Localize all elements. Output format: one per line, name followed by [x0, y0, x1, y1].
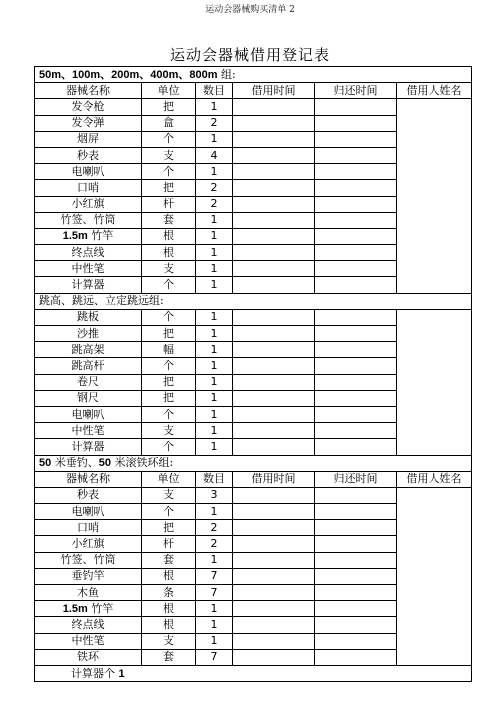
return-time-cell[interactable] — [315, 261, 397, 277]
equipment-name-text: 计算器 — [71, 439, 105, 453]
section-sprint-label — [35, 67, 472, 83]
equipment-unit: 把 — [142, 99, 196, 115]
equipment-name-text: 跳高架 — [71, 342, 105, 356]
equipment-name — [35, 99, 142, 115]
equipment-quantity: 2 — [196, 520, 233, 536]
column-header: 器械名称 — [35, 471, 142, 487]
equipment-name-text: 垂钓竿 — [71, 569, 105, 583]
equipment-quantity: 1 — [196, 552, 233, 568]
equipment-name-text: 跳高杆 — [71, 358, 105, 372]
equipment-name-text: 跳板 — [77, 310, 99, 324]
column-header: 数目 — [196, 83, 233, 99]
equipment-unit: 个 — [142, 406, 196, 422]
equipment-name — [35, 228, 142, 244]
equipment-name — [35, 649, 142, 665]
equipment-name — [35, 245, 142, 261]
equipment-name-text: 中性笔 — [71, 634, 105, 648]
return-time-cell[interactable] — [315, 374, 397, 390]
equipment-name-text: 烟屏 — [77, 132, 99, 146]
equipment-name-text: 沙推 — [77, 326, 99, 340]
equipment-quantity: 7 — [196, 568, 233, 584]
return-time-cell[interactable] — [315, 487, 397, 503]
equipment-unit: 套 — [142, 212, 196, 228]
equipment-name-text: 木鱼 — [77, 585, 99, 599]
equipment-quantity: 7 — [196, 649, 233, 665]
borrow-time-cell[interactable] — [233, 617, 315, 633]
equipment-name-text: 电喇叭 — [71, 164, 105, 178]
borrow-time-cell[interactable] — [233, 342, 315, 358]
section-label-part: 跳高、跳远、立定跳远组: — [39, 294, 164, 308]
equipment-quantity: 3 — [196, 487, 233, 503]
equipment-quantity: 1 — [196, 633, 233, 649]
equipment-name — [35, 358, 142, 374]
borrow-time-cell[interactable] — [233, 439, 315, 455]
equipment-quantity: 2 — [196, 196, 233, 212]
equipment-name — [35, 390, 142, 406]
table-row — [35, 487, 472, 503]
borrow-time-cell[interactable] — [233, 212, 315, 228]
equipment-name-number: 1.5m — [62, 602, 88, 615]
return-time-cell[interactable] — [315, 633, 397, 649]
equipment-quantity: 1 — [196, 164, 233, 180]
equipment-quantity: 1 — [196, 261, 233, 277]
return-time-cell[interactable] — [315, 390, 397, 406]
column-header: 器械名称 — [35, 83, 142, 99]
borrow-time-cell[interactable] — [233, 390, 315, 406]
equipment-name-text: 秒表 — [77, 148, 99, 162]
borrow-time-cell[interactable] — [233, 115, 315, 131]
equipment-name-text: 小红旗 — [71, 537, 105, 551]
borrow-time-cell[interactable] — [233, 358, 315, 374]
equipment-quantity: 1 — [196, 326, 233, 342]
equipment-name-text: 竹签、竹筒 — [60, 213, 116, 227]
equipment-quantity: 7 — [196, 585, 233, 601]
equipment-unit: 个 — [142, 309, 196, 325]
borrower-name-cell[interactable] — [397, 99, 472, 293]
equipment-name — [35, 147, 142, 163]
borrow-time-cell[interactable] — [233, 99, 315, 115]
equipment-name — [35, 585, 142, 601]
return-time-cell[interactable] — [315, 196, 397, 212]
equipment-unit: 支 — [142, 147, 196, 163]
borrow-time-cell[interactable] — [233, 147, 315, 163]
borrower-name-cell[interactable] — [397, 487, 472, 665]
borrow-time-cell[interactable] — [233, 649, 315, 665]
return-time-cell[interactable] — [315, 180, 397, 196]
borrow-time-cell[interactable] — [233, 164, 315, 180]
column-header: 借用时间 — [233, 83, 315, 99]
equipment-unit: 个 — [142, 131, 196, 147]
return-time-cell[interactable] — [315, 406, 397, 422]
equipment-name — [35, 439, 142, 455]
equipment-quantity: 1 — [196, 228, 233, 244]
footer-item-number: 1 — [118, 667, 125, 680]
equipment-name — [35, 164, 142, 180]
footer-item — [35, 665, 472, 681]
equipment-name-text: 卷尺 — [77, 375, 99, 389]
equipment-quantity: 1 — [196, 309, 233, 325]
equipment-name — [35, 423, 142, 439]
section-sprint — [35, 67, 472, 83]
section-fishing-label — [35, 455, 472, 471]
return-time-cell[interactable] — [315, 342, 397, 358]
borrow-time-cell[interactable] — [233, 309, 315, 325]
return-time-cell[interactable] — [315, 212, 397, 228]
equipment-name — [35, 196, 142, 212]
borrow-time-cell[interactable] — [233, 406, 315, 422]
return-time-cell[interactable] — [315, 617, 397, 633]
borrow-time-cell[interactable] — [233, 552, 315, 568]
equipment-name — [35, 261, 142, 277]
return-time-cell[interactable] — [315, 568, 397, 584]
return-time-cell[interactable] — [315, 601, 397, 617]
borrow-time-cell[interactable] — [233, 601, 315, 617]
equipment-quantity: 1 — [196, 131, 233, 147]
equipment-name-number: 1.5m — [62, 230, 88, 243]
borrow-time-cell[interactable] — [233, 568, 315, 584]
return-time-cell[interactable] — [315, 326, 397, 342]
section-label-part: 50 — [39, 457, 52, 470]
equipment-unit: 支 — [142, 423, 196, 439]
equipment-name — [35, 504, 142, 520]
return-time-cell[interactable] — [315, 439, 397, 455]
equipment-name — [35, 180, 142, 196]
borrow-time-cell[interactable] — [233, 633, 315, 649]
borrow-time-cell[interactable] — [233, 245, 315, 261]
return-time-cell[interactable] — [315, 504, 397, 520]
section-label-part: 米滚铁环组: — [111, 456, 174, 470]
section-label-part: 组: — [217, 67, 236, 81]
column-header: 归还时间 — [315, 471, 397, 487]
equipment-unit: 根 — [142, 601, 196, 617]
column-header: 归还时间 — [315, 83, 397, 99]
equipment-unit: 个 — [142, 439, 196, 455]
equipment-quantity: 1 — [196, 504, 233, 520]
equipment-quantity: 2 — [196, 115, 233, 131]
equipment-name-text: 竹竿 — [87, 229, 114, 243]
column-header: 单位 — [142, 83, 196, 99]
equipment-name-text: 秒表 — [77, 488, 99, 502]
equipment-quantity: 1 — [196, 423, 233, 439]
borrow-time-cell[interactable] — [233, 423, 315, 439]
page-header: 运动会器械购买清单 2 — [205, 5, 295, 15]
borrow-time-cell[interactable] — [233, 536, 315, 552]
equipment-name-text: 终点线 — [71, 245, 105, 259]
equipment-name-text: 发令弹 — [71, 116, 105, 130]
equipment-name-text: 中性笔 — [71, 261, 105, 275]
equipment-name-text: 小红旗 — [71, 197, 105, 211]
column-header: 数目 — [196, 471, 233, 487]
equipment-unit: 把 — [142, 390, 196, 406]
equipment-name — [35, 520, 142, 536]
equipment-quantity: 1 — [196, 439, 233, 455]
borrower-name-cell[interactable] — [397, 309, 472, 455]
table-row — [35, 309, 472, 325]
return-time-cell[interactable] — [315, 228, 397, 244]
equipment-name — [35, 536, 142, 552]
section-jump — [35, 293, 472, 309]
return-time-cell[interactable] — [315, 423, 397, 439]
equipment-unit: 根 — [142, 617, 196, 633]
return-time-cell[interactable] — [315, 309, 397, 325]
return-time-cell[interactable] — [315, 520, 397, 536]
equipment-quantity: 1 — [196, 245, 233, 261]
equipment-quantity: 1 — [196, 617, 233, 633]
equipment-unit: 套 — [142, 552, 196, 568]
equipment-name — [35, 617, 142, 633]
equipment-name — [35, 326, 142, 342]
equipment-quantity: 1 — [196, 99, 233, 115]
equipment-name — [35, 601, 142, 617]
return-time-cell[interactable] — [315, 552, 397, 568]
equipment-name — [35, 277, 142, 293]
borrow-time-cell[interactable] — [233, 487, 315, 503]
section-label-part: 米垂钓、 — [51, 456, 99, 470]
equipment-name-text: 口哨 — [77, 180, 99, 194]
equipment-unit: 支 — [142, 261, 196, 277]
section-label-part: 50 — [98, 457, 111, 470]
borrow-time-cell[interactable] — [233, 228, 315, 244]
borrow-time-cell[interactable] — [233, 180, 315, 196]
equipment-table — [34, 66, 472, 682]
equipment-unit: 支 — [142, 633, 196, 649]
equipment-unit: 把 — [142, 374, 196, 390]
borrow-time-cell[interactable] — [233, 261, 315, 277]
table-row — [35, 99, 472, 115]
return-time-cell[interactable] — [315, 245, 397, 261]
column-header-row — [35, 83, 472, 99]
return-time-cell[interactable] — [315, 164, 397, 180]
equipment-quantity: 1 — [196, 601, 233, 617]
return-time-cell[interactable] — [315, 649, 397, 665]
equipment-name — [35, 115, 142, 131]
footer-item-name: 计算器个 — [71, 666, 119, 680]
return-time-cell[interactable] — [315, 358, 397, 374]
equipment-name-text: 铁环 — [77, 650, 99, 664]
return-time-cell[interactable] — [315, 277, 397, 293]
equipment-name — [35, 212, 142, 228]
equipment-unit: 杆 — [142, 536, 196, 552]
equipment-unit: 个 — [142, 358, 196, 374]
equipment-name-text: 电喇叭 — [71, 407, 105, 421]
equipment-unit: 根 — [142, 568, 196, 584]
equipment-quantity: 1 — [196, 358, 233, 374]
equipment-unit: 根 — [142, 245, 196, 261]
equipment-unit: 盒 — [142, 115, 196, 131]
return-time-cell[interactable] — [315, 99, 397, 115]
equipment-quantity: 1 — [196, 390, 233, 406]
return-time-cell[interactable] — [315, 115, 397, 131]
borrow-time-cell[interactable] — [233, 585, 315, 601]
page-title: 运动会器械借用登记表 — [169, 46, 330, 64]
equipment-name-text: 计算器 — [71, 278, 105, 292]
equipment-name-text: 终点线 — [71, 617, 105, 631]
equipment-quantity: 4 — [196, 147, 233, 163]
equipment-unit: 个 — [142, 504, 196, 520]
table-row — [35, 665, 472, 681]
equipment-name-text: 口哨 — [77, 520, 99, 534]
column-header-row — [35, 471, 472, 487]
column-header: 借用人姓名 — [397, 471, 472, 487]
borrow-time-cell[interactable] — [233, 326, 315, 342]
equipment-quantity: 2 — [196, 536, 233, 552]
equipment-name — [35, 487, 142, 503]
equipment-unit: 套 — [142, 649, 196, 665]
equipment-quantity: 1 — [196, 212, 233, 228]
borrow-time-cell[interactable] — [233, 277, 315, 293]
equipment-unit: 杆 — [142, 196, 196, 212]
equipment-unit: 把 — [142, 520, 196, 536]
equipment-quantity: 1 — [196, 277, 233, 293]
column-header: 借用人姓名 — [397, 83, 472, 99]
equipment-name — [35, 131, 142, 147]
equipment-name — [35, 552, 142, 568]
return-time-cell[interactable] — [315, 536, 397, 552]
equipment-name — [35, 406, 142, 422]
equipment-unit: 个 — [142, 277, 196, 293]
equipment-unit: 根 — [142, 228, 196, 244]
equipment-name — [35, 342, 142, 358]
borrow-time-cell[interactable] — [233, 131, 315, 147]
equipment-name-text: 钢尺 — [77, 391, 99, 405]
equipment-unit: 幅 — [142, 342, 196, 358]
equipment-unit: 把 — [142, 180, 196, 196]
equipment-name — [35, 568, 142, 584]
equipment-name-text: 竹竿 — [87, 601, 114, 615]
equipment-name — [35, 633, 142, 649]
equipment-name-text: 电喇叭 — [71, 504, 105, 518]
equipment-quantity: 1 — [196, 342, 233, 358]
borrow-time-cell[interactable] — [233, 504, 315, 520]
section-jump-label — [35, 293, 472, 309]
return-time-cell[interactable] — [315, 585, 397, 601]
section-label-part: 50m、100m、200m、400m、800m — [39, 68, 218, 81]
return-time-cell[interactable] — [315, 131, 397, 147]
equipment-name-text: 发令枪 — [71, 99, 105, 113]
borrow-time-cell[interactable] — [233, 374, 315, 390]
section-fishing — [35, 455, 472, 471]
equipment-name — [35, 374, 142, 390]
equipment-name — [35, 309, 142, 325]
equipment-name-text: 中性笔 — [71, 423, 105, 437]
equipment-quantity: 2 — [196, 180, 233, 196]
equipment-quantity: 1 — [196, 406, 233, 422]
equipment-unit: 个 — [142, 164, 196, 180]
borrow-time-cell[interactable] — [233, 520, 315, 536]
equipment-unit: 把 — [142, 326, 196, 342]
column-header: 借用时间 — [233, 471, 315, 487]
borrow-time-cell[interactable] — [233, 196, 315, 212]
equipment-unit: 支 — [142, 487, 196, 503]
column-header: 单位 — [142, 471, 196, 487]
equipment-quantity: 1 — [196, 374, 233, 390]
equipment-unit: 条 — [142, 585, 196, 601]
return-time-cell[interactable] — [315, 147, 397, 163]
equipment-name-text: 竹签、竹筒 — [60, 553, 116, 567]
